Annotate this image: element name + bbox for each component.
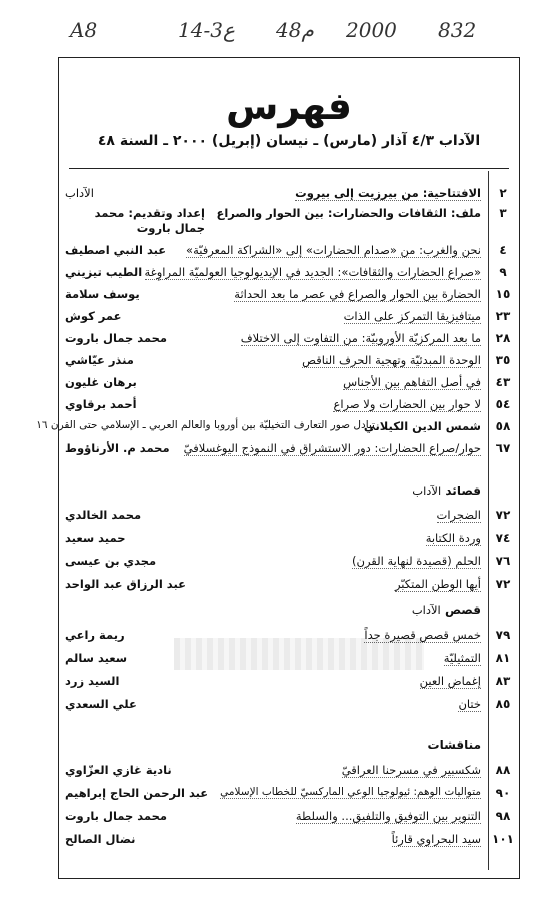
handwritten-mark: 48م <box>276 18 314 42</box>
entry-author: عبد النبي اصطيف <box>65 243 167 257</box>
page-number: ٤٣ <box>495 375 511 389</box>
entry-title: ملف: الثقافات والحضارات: بين الحوار والصراع <box>216 206 481 220</box>
page-number: ١٥ <box>495 287 511 301</box>
entry-author: إعداد وتقديم: محمد جمال باروت <box>94 206 205 235</box>
toc-entry[interactable] <box>65 441 515 459</box>
page-number: ٧٢ <box>495 577 511 591</box>
page-number: ٨٥ <box>495 697 511 711</box>
entry-title: نحن والغرب: من «صدام الحضارات» إلى «الشراكة المعرفيّة» <box>186 243 481 257</box>
page-number: ١٠١ <box>492 832 514 846</box>
toc-entry[interactable] <box>65 697 515 715</box>
entry-title: الحضارة بين الحوار والصراع في عصر ما بعد الحداثة <box>234 287 481 301</box>
entry-author: عمر كوش <box>65 309 122 323</box>
toc-entry[interactable] <box>65 651 515 669</box>
page-number: ٩ <box>499 265 507 279</box>
entry-author: عبد الرحمن الحاج إبراهيم <box>65 786 209 800</box>
page-number: ٣ <box>499 206 507 220</box>
toc-entry[interactable] <box>65 508 515 526</box>
toc-entry[interactable] <box>65 577 515 595</box>
toc-entry[interactable] <box>65 243 515 261</box>
toc-entry[interactable] <box>65 265 515 283</box>
entry-title: أيها الوطن المتكبّر <box>394 577 481 591</box>
entry-title: الحلم (قصيدة لنهاية القرن) <box>352 554 481 568</box>
toc-entry[interactable] <box>65 331 515 349</box>
entry-title: تبادل صور التعارف التخيليّة بين أوروبا والعالم العربي ـ الإسلامي حتى القرن ١٦ <box>36 419 375 431</box>
toc-entry[interactable] <box>65 397 515 415</box>
toc-entry[interactable] <box>65 554 515 572</box>
entry-author: شمس الدين الكيلاني <box>363 419 481 433</box>
page-number: ٥٤ <box>495 397 511 411</box>
section-suffix: الآداب <box>412 484 442 498</box>
entry-author: السيد زرد <box>65 674 120 688</box>
entry-author: الطيب تيزيني <box>65 265 143 279</box>
entry-title: وردة الكتابة <box>425 531 481 545</box>
entry-title: ما بعد المركزيّة الأوروبيّة: من التفاوت إلى الاختلاف <box>240 331 481 345</box>
entry-author: محمد م. الأرناؤوط <box>65 441 170 455</box>
entry-title: إغماض العين <box>419 674 481 688</box>
entry-author: محمد الخالدي <box>65 508 142 522</box>
issue-subtitle: الآداب ٤/٣ آذار (مارس) ـ نيسان (إبريل) ٢٠٠٠ ـ السنة ٤٨ <box>97 133 481 149</box>
entry-title: متواليات الوهم: ئيولوجيا الوعي الماركسيّ للخطاب الإسلامي <box>220 786 481 798</box>
entry-author: نضال الصالح <box>65 832 136 846</box>
entry-author: محمد جمال باروت <box>65 809 168 823</box>
toc-entry[interactable] <box>65 674 515 692</box>
entry-title: ختان <box>458 697 481 711</box>
page-number: ٢٨ <box>495 331 511 345</box>
entry-author: حميد سعيد <box>65 531 126 545</box>
entry-title: في أصل التفاهم بين الأجناس <box>343 375 481 389</box>
toc-entry[interactable] <box>65 531 515 549</box>
page-number: ٧٢ <box>495 508 511 522</box>
toc-entry[interactable] <box>65 786 515 804</box>
handwritten-mark: 14-3ع <box>178 18 235 42</box>
page-number: ٨٨ <box>495 763 511 777</box>
entry-title: ميتافيزيقا التمركز على الذات <box>343 309 481 323</box>
entry-title: سيد البحراوي قارئاً <box>391 832 481 846</box>
page-number: ٨١ <box>495 651 511 665</box>
entry-author: برهان غليون <box>65 375 137 389</box>
page-title: فهرس <box>225 84 353 128</box>
toc-entry[interactable] <box>65 809 515 827</box>
section-suffix: الآداب <box>411 603 441 617</box>
page-number: ٧٩ <box>495 628 511 642</box>
toc-entry[interactable] <box>65 763 515 781</box>
entry-author: أحمد برقاوي <box>65 397 137 411</box>
page-number: ٩٨ <box>495 809 511 823</box>
toc-entry[interactable] <box>65 628 515 646</box>
page-number: ٧٦ <box>495 554 511 568</box>
entry-title: «صراع الحضارات والثقافات»: الجديد في الإيديولوجيا العولميّة المراوِغة <box>144 265 481 279</box>
toc-entry[interactable] <box>65 832 515 850</box>
entry-title: حوار/صراع الحضارات: دور الاستشراق في النموذج اليوغسلافيّ <box>183 441 481 455</box>
page-number: ٧٤ <box>495 531 511 545</box>
entry-title: الافتتاحية: من بيرزيت إلى بيروت <box>295 186 481 200</box>
entry-author: يوسف سلامة <box>65 287 140 301</box>
entry-title: الضجرات <box>436 508 481 522</box>
toc-entry[interactable] <box>65 186 515 204</box>
section-heading-stories <box>412 603 481 617</box>
page-number: ٦٧ <box>495 441 511 455</box>
entry-author: مجدي بن عيسى <box>65 554 157 568</box>
page-number: ٥٨ <box>495 419 511 433</box>
section-title: مناقشات <box>427 738 481 752</box>
section-heading-discussions <box>428 738 481 752</box>
section-title: قصائد <box>445 484 481 498</box>
entry-author: سعيد سالم <box>65 651 128 665</box>
entry-title: التمثيليّة <box>443 651 481 665</box>
toc-entry[interactable] <box>65 353 515 371</box>
handwritten-mark: 2000 <box>346 18 397 42</box>
entry-title: خمس قصص قصيرة جداً <box>364 628 481 642</box>
page-number: ٢٣ <box>495 309 511 323</box>
page-number: ٨٣ <box>495 674 511 688</box>
page-number: ٩٠ <box>495 786 511 800</box>
handwritten-mark: 832 <box>438 18 477 42</box>
entry-author: نادية غازي العزّاوي <box>65 763 172 777</box>
toc-entry[interactable] <box>65 375 515 393</box>
handwritten-mark: A8 <box>70 18 98 42</box>
entry-title: التنوير بين التوفيق والتلفيق... والسلطة <box>295 809 481 823</box>
entry-title: لا حوار بين الحضارات ولا صراع <box>333 397 481 411</box>
scan-handwritten-header <box>10 4 544 52</box>
page-number: ٣٥ <box>495 353 511 367</box>
entry-author: منذر عيّاشي <box>65 353 134 367</box>
entry-author: علي السعدي <box>65 697 137 711</box>
entry-author: الآداب <box>65 186 94 200</box>
toc-entry[interactable] <box>36 419 515 437</box>
entry-title: الوحدة المبدئيّة وتهجية الحرف الناقص <box>302 353 481 367</box>
toc-frame <box>36 57 520 879</box>
title-rule <box>69 168 509 169</box>
entry-author: عبد الرزاق عبد الواحد <box>65 577 186 591</box>
toc-entry[interactable] <box>65 206 515 235</box>
section-heading-poems <box>412 484 481 498</box>
toc-entry[interactable] <box>65 287 515 305</box>
entry-author: محمد جمال باروت <box>65 331 168 345</box>
entry-title: شكسبير في مسرحنا العراقيّ <box>341 763 481 777</box>
entry-author: ريمة راعي <box>65 628 125 642</box>
toc-entry[interactable] <box>65 309 515 327</box>
page-number: ٢ <box>499 186 507 200</box>
section-title: قصص <box>444 603 481 617</box>
page-number: ٤ <box>499 243 507 257</box>
